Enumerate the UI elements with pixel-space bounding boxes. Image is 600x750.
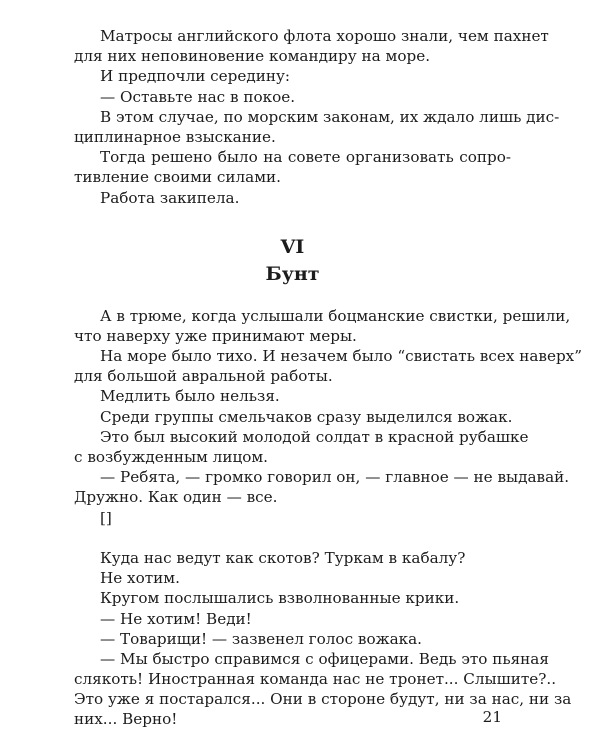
chapter-title: Бунт — [265, 262, 320, 285]
text-line: них... Верно! — [74, 710, 178, 729]
text-block-bottom — [74, 306, 583, 730]
text-line: И предпочли середину: — [100, 67, 291, 86]
text-line: — Мы быстро справимся с офицерами. Ведь это пьяная — [100, 649, 549, 668]
chapter-number: VI — [280, 235, 305, 258]
text-line: циплинарное взыскание. — [74, 127, 276, 146]
paragraph — [74, 87, 511, 107]
text-line: Это уже я постарался... Они в стороне будут, ни за нас, ни за — [74, 690, 572, 709]
paragraph — [74, 346, 583, 386]
text-line: Среди группы смельчаков сразу выделился вожак. — [100, 407, 513, 426]
paragraph — [74, 609, 511, 629]
text-line: Работа закипела. — [100, 188, 240, 207]
text-line: Дружно. Как один — все. — [74, 488, 278, 507]
text-line: — Ребята, — громко говорил он, — главное — не выдавай. — [100, 468, 570, 487]
text-line: слякоть! Иностранная команда нас не тронет... Слышите?.. — [74, 670, 557, 689]
paragraph — [74, 407, 511, 427]
text-line: В этом случае, по морским законам, их ждало лишь дис- — [100, 107, 560, 126]
text-line: Тогда решено было на совете организовать сопро- — [100, 148, 511, 167]
page-number: 21 — [482, 708, 502, 726]
text-line: с возбужденным лицом. — [74, 448, 268, 466]
paragraph — [74, 548, 511, 568]
paragraph — [74, 26, 549, 66]
text-block-top — [74, 26, 560, 208]
text-line — [74, 528, 511, 548]
paragraph — [74, 147, 511, 187]
text-line: А в трюме, когда услышали боцманские свистки, решили, — [100, 306, 571, 325]
text-line: для них неповиновение командиру на море. — [74, 47, 431, 66]
paragraph — [74, 386, 511, 406]
paragraph — [74, 427, 529, 467]
text-line: Это был высокий молодой солдат в красной рубашке — [100, 427, 529, 446]
text-line: — Товарищи! — зазвенел голос вожака. — [100, 629, 422, 648]
paragraph — [74, 629, 511, 649]
page-body — [74, 26, 583, 730]
paragraph — [74, 107, 560, 147]
text-line: Кругом послышались взволнованные крики. — [100, 589, 460, 608]
paragraph — [74, 649, 572, 730]
text-line: тивление своими силами. — [74, 168, 281, 187]
text-line: Не хотим. — [100, 569, 180, 588]
paragraph — [74, 568, 511, 588]
paragraph — [74, 588, 511, 608]
text-line: Куда нас ведут как скотов? Туркам в кабалу? — [100, 548, 466, 567]
paragraph — [74, 528, 511, 548]
paragraph — [74, 467, 570, 507]
paragraph — [74, 66, 511, 86]
text-line: — Оставьте нас в покое. — [100, 87, 296, 106]
text-line: для большой авральной работы. — [74, 367, 333, 386]
text-line: что наверху уже принимают меры. — [74, 326, 357, 345]
text-line: Матросы английского флота хорошо знали, чем пахнет — [100, 27, 549, 45]
paragraph — [74, 508, 511, 528]
text-line: На море было тихо. И незачем было “свистать всех наверх” — [100, 347, 583, 366]
paragraph — [74, 188, 511, 208]
text-line: [] — [100, 508, 112, 527]
paragraph — [74, 306, 571, 346]
text-line: Медлить было нельзя. — [100, 387, 280, 406]
text-line: — Не хотим! Веди! — [100, 609, 252, 628]
